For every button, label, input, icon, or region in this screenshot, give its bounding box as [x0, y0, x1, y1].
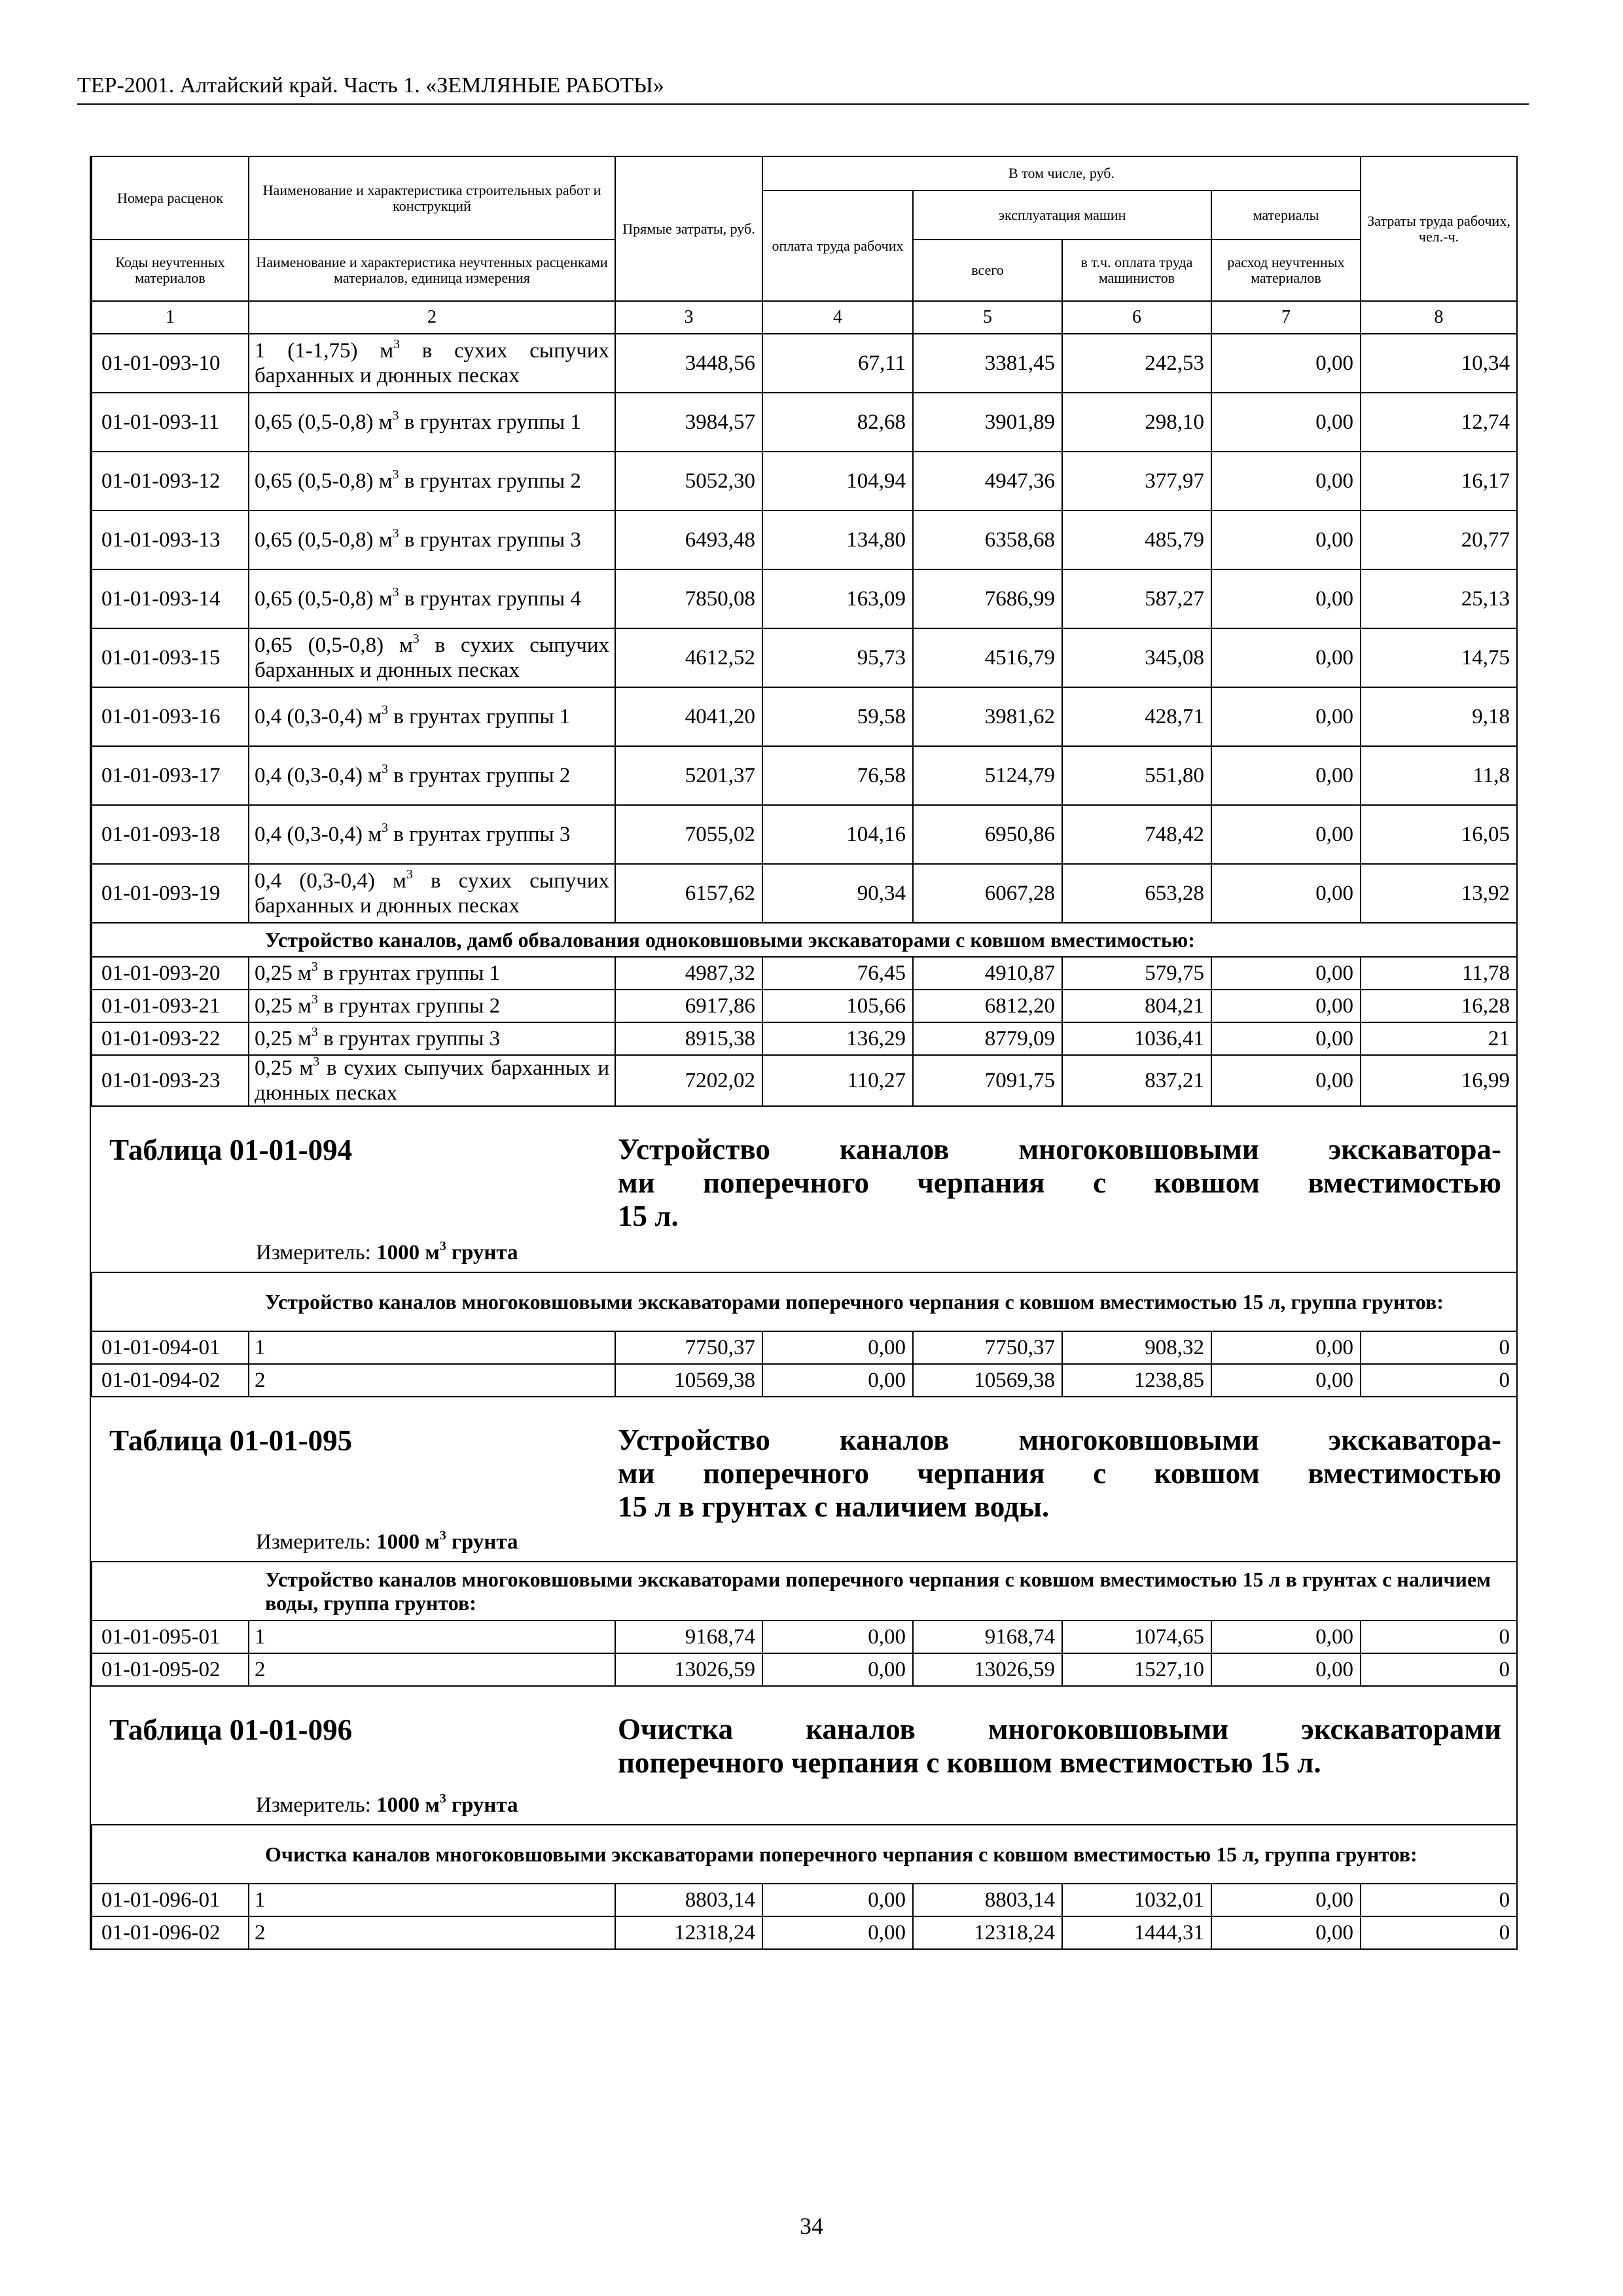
direct-cost: 6493,48 [615, 511, 762, 569]
column-number: 4 [762, 301, 913, 334]
direct-cost: 7750,37 [615, 1331, 762, 1364]
section-row [92, 1562, 1517, 1621]
table-row [92, 511, 1517, 569]
table-095 [91, 1562, 1518, 1687]
rate-name: 0,25 $м^3$ в грунтах группы 1 [249, 957, 615, 990]
operators-cost: 428,71 [1062, 687, 1211, 746]
labor-cost: 59,58 [762, 687, 913, 746]
rows-094 [92, 1331, 1517, 1397]
machines-cost: 7091,75 [913, 1055, 1062, 1106]
rate-code: 01-01-093-21 [92, 990, 249, 1022]
rate-code: 01-01-096-02 [92, 1916, 249, 1949]
table-094-heading [91, 1107, 1516, 1273]
table-row [92, 687, 1517, 746]
direct-cost: 10569,38 [615, 1364, 762, 1397]
materials-cost: 0,00 [1211, 1364, 1361, 1397]
rate-name: 0,65 (0,5-0,8) $м^3$ в грунтах группы 3 [249, 511, 615, 569]
labor-cost: 0,00 [762, 1916, 913, 1949]
col-name-bottom: Наименование и характеристика неучтенных расценками материалов, единица измерения [249, 240, 615, 301]
section-row [92, 923, 1517, 957]
table-row [92, 864, 1517, 923]
rate-code: 01-01-093-14 [92, 569, 249, 628]
labor-hours: 0 [1361, 1331, 1517, 1364]
materials-cost: 0,00 [1211, 990, 1361, 1022]
table-meter: Измеритель: 1000 $м^3$ грунта [256, 1528, 518, 1554]
table-row [92, 1653, 1517, 1686]
machines-cost: 8779,09 [913, 1022, 1062, 1055]
labor-cost: 104,94 [762, 452, 913, 511]
machines-cost: 7686,99 [913, 569, 1062, 628]
rate-name: 0,4 (0,3-0,4) $м^3$ в грунтах группы 3 [249, 805, 615, 864]
labor-hours: 11,8 [1361, 746, 1517, 805]
section-heading: Очистка каналов многоковшовыми экскаваторами поперечного черпания с ковшом вместимостью 15 л, группа грунтов: [249, 1825, 1517, 1884]
rate-name: 1 [249, 1884, 615, 1916]
machines-cost: 3901,89 [913, 393, 1062, 452]
direct-cost: 7850,08 [615, 569, 762, 628]
table-row [92, 1022, 1517, 1055]
column-number: 8 [1361, 301, 1517, 334]
table-row [92, 334, 1517, 393]
table-096 [91, 1825, 1518, 1950]
labor-hours: 11,78 [1361, 957, 1517, 990]
rows-095 [92, 1621, 1517, 1686]
col-code-top: Номера расценок [92, 156, 249, 240]
machines-cost: 8803,14 [913, 1884, 1062, 1916]
machines-cost: 4910,87 [913, 957, 1062, 990]
column-number: 1 [92, 301, 249, 334]
materials-cost: 0,00 [1211, 805, 1361, 864]
table-title: Таблица 01-01-096 [109, 1713, 353, 1746]
materials-cost: 0,00 [1211, 1653, 1361, 1686]
page-header: ТЕР-2001. Алтайский край. Часть 1. «ЗЕМЛЯНЫЕ РАБОТЫ» [77, 73, 1529, 105]
table-description: Устройство каналов многоковшовыми экскаватора- ми поперечного черпания с ковшом вместимостью 15 л в грунтах с наличием воды. [618, 1424, 1501, 1523]
machines-cost: 5124,79 [913, 746, 1062, 805]
direct-cost: 3984,57 [615, 393, 762, 452]
direct-cost: 9168,74 [615, 1621, 762, 1653]
labor-hours: 0 [1361, 1621, 1517, 1653]
labor-hours: 0 [1361, 1364, 1517, 1397]
rate-code: 01-01-093-22 [92, 1022, 249, 1055]
rate-name: 0,4 (0,3-0,4) $м^3$ в сухих сыпучих барханных и дюнных песках [249, 864, 615, 923]
operators-cost: 1444,31 [1062, 1916, 1211, 1949]
table-row [92, 1621, 1517, 1653]
materials-cost: 0,00 [1211, 628, 1361, 687]
section-heading: Устройство каналов многоковшовыми экскаваторами поперечного черпания с ковшом вместимостью 15 л, группа грунтов: [249, 1273, 1517, 1331]
table-096-heading [91, 1687, 1516, 1825]
table-row [92, 452, 1517, 511]
labor-hours: 16,17 [1361, 452, 1517, 511]
labor-cost: 110,27 [762, 1055, 913, 1106]
direct-cost: 13026,59 [615, 1653, 762, 1686]
labor-cost: 0,00 [762, 1884, 913, 1916]
rate-code: 01-01-095-01 [92, 1621, 249, 1653]
rate-code: 01-01-094-01 [92, 1331, 249, 1364]
table-row [92, 746, 1517, 805]
materials-cost: 0,00 [1211, 1884, 1361, 1916]
rate-code: 01-01-093-23 [92, 1055, 249, 1106]
col-machines-total: всего [913, 240, 1062, 301]
operators-cost: 587,27 [1062, 569, 1211, 628]
table-row [92, 957, 1517, 990]
labor-hours: 16,05 [1361, 805, 1517, 864]
col-materials: материалы [1211, 190, 1361, 240]
meter-value: 1000 $м^3$ грунта [376, 1239, 518, 1265]
rate-code: 01-01-093-10 [92, 334, 249, 393]
table-094 [91, 1273, 1518, 1397]
col-labor-hours: Затраты труда рабочих, чел.-ч. [1361, 156, 1517, 301]
rate-code: 01-01-093-12 [92, 452, 249, 511]
operators-cost: 1527,10 [1062, 1653, 1211, 1686]
machines-cost: 4947,36 [913, 452, 1062, 511]
col-name-top: Наименование и характеристика строительных работ и конструкций [249, 156, 615, 240]
direct-cost: 7202,02 [615, 1055, 762, 1106]
main-table [91, 156, 1518, 1107]
labor-cost: 0,00 [762, 1621, 913, 1653]
table-row [92, 805, 1517, 864]
direct-cost: 8915,38 [615, 1022, 762, 1055]
operators-cost: 298,10 [1062, 393, 1211, 452]
column-number: 7 [1211, 301, 1361, 334]
labor-hours: 12,74 [1361, 393, 1517, 452]
price-sheet [90, 156, 1518, 1950]
col-direct: Прямые затраты, руб. [615, 156, 762, 301]
labor-cost: 0,00 [762, 1364, 913, 1397]
page-number: 34 [800, 2213, 823, 2239]
rate-name: 0,25 $м^3$ в грунтах группы 2 [249, 990, 615, 1022]
labor-hours: 20,77 [1361, 511, 1517, 569]
rows-096 [92, 1884, 1517, 1949]
machines-cost: 6067,28 [913, 864, 1062, 923]
operators-cost: 748,42 [1062, 805, 1211, 864]
direct-cost: 4987,32 [615, 957, 762, 990]
rows-group-b [92, 957, 1517, 1106]
rate-name: 0,4 (0,3-0,4) $м^3$ в грунтах группы 1 [249, 687, 615, 746]
labor-cost: 0,00 [762, 1653, 913, 1686]
rate-code: 01-01-094-02 [92, 1364, 249, 1397]
rate-name: 1 [249, 1621, 615, 1653]
machines-cost: 6812,20 [913, 990, 1062, 1022]
rate-name: 0,25 $м^3$ в грунтах группы 3 [249, 1022, 615, 1055]
machines-cost: 13026,59 [913, 1653, 1062, 1686]
labor-cost: 134,80 [762, 511, 913, 569]
direct-cost: 5052,30 [615, 452, 762, 511]
labor-cost: 90,34 [762, 864, 913, 923]
operators-cost: 485,79 [1062, 511, 1211, 569]
operators-cost: 1032,01 [1062, 1884, 1211, 1916]
rate-code: 01-01-093-15 [92, 628, 249, 687]
operators-cost: 1036,41 [1062, 1022, 1211, 1055]
labor-hours: 13,92 [1361, 864, 1517, 923]
direct-cost: 6917,86 [615, 990, 762, 1022]
machines-cost: 6950,86 [913, 805, 1062, 864]
table-meter: Измеритель: 1000 $м^3$ грунта [256, 1791, 518, 1817]
direct-cost: 6157,62 [615, 864, 762, 923]
operators-cost: 345,08 [1062, 628, 1211, 687]
machines-cost: 3381,45 [913, 334, 1062, 393]
rate-name: 2 [249, 1653, 615, 1686]
table-title: Таблица 01-01-094 [109, 1134, 353, 1166]
rate-code: 01-01-093-19 [92, 864, 249, 923]
section-heading: Устройство каналов многоковшовыми экскаваторами поперечного черпания с ковшом вместимостью 15 л в грунтах с наличием воды, группа грунтов: [249, 1562, 1517, 1621]
labor-hours: 0 [1361, 1653, 1517, 1686]
operators-cost: 242,53 [1062, 334, 1211, 393]
materials-cost: 0,00 [1211, 452, 1361, 511]
direct-cost: 5201,37 [615, 746, 762, 805]
labor-cost: 76,45 [762, 957, 913, 990]
materials-cost: 0,00 [1211, 746, 1361, 805]
operators-cost: 1238,85 [1062, 1364, 1211, 1397]
materials-cost: 0,00 [1211, 1022, 1361, 1055]
table-row [92, 569, 1517, 628]
table-row [92, 1916, 1517, 1949]
direct-cost: 7055,02 [615, 805, 762, 864]
rate-code: 01-01-093-18 [92, 805, 249, 864]
operators-cost: 579,75 [1062, 957, 1211, 990]
table-row [92, 1364, 1517, 1397]
rate-name: 0,65 (0,5-0,8) $м^3$ в сухих сыпучих барханных и дюнных песках [249, 628, 615, 687]
materials-cost: 0,00 [1211, 1916, 1361, 1949]
labor-hours: 9,18 [1361, 687, 1517, 746]
machines-cost: 10569,38 [913, 1364, 1062, 1397]
meter-value: 1000 $м^3$ грунта [376, 1791, 518, 1817]
materials-cost: 0,00 [1211, 334, 1361, 393]
materials-cost: 0,00 [1211, 864, 1361, 923]
labor-cost: 163,09 [762, 569, 913, 628]
table-row [92, 1331, 1517, 1364]
materials-cost: 0,00 [1211, 1055, 1361, 1106]
materials-cost: 0,00 [1211, 957, 1361, 990]
rate-code: 01-01-093-17 [92, 746, 249, 805]
operators-cost: 804,21 [1062, 990, 1211, 1022]
meter-value: 1000 $м^3$ грунта [376, 1528, 518, 1554]
table-row [92, 1884, 1517, 1916]
labor-hours: 25,13 [1361, 569, 1517, 628]
rate-code: 01-01-093-16 [92, 687, 249, 746]
machines-cost: 7750,37 [913, 1331, 1062, 1364]
rate-code: 01-01-093-13 [92, 511, 249, 569]
materials-cost: 0,00 [1211, 1621, 1361, 1653]
rate-code: 01-01-096-01 [92, 1884, 249, 1916]
table-description: Очистка каналов многоковшовыми экскаваторами поперечного черпания с ковшом вместимостью 15 л. [618, 1713, 1501, 1779]
operators-cost: 551,80 [1062, 746, 1211, 805]
labor-cost: 0,00 [762, 1331, 913, 1364]
rows-group-a [92, 334, 1517, 923]
materials-cost: 0,00 [1211, 1331, 1361, 1364]
materials-cost: 0,00 [1211, 687, 1361, 746]
labor-hours: 14,75 [1361, 628, 1517, 687]
table-row [92, 990, 1517, 1022]
section-heading: Устройство каналов, дамб обвалования одноковшовыми экскаваторами с ковшом вместимостью: [249, 923, 1517, 957]
table-row [92, 628, 1517, 687]
labor-cost: 136,29 [762, 1022, 913, 1055]
column-numbers-row [92, 301, 1517, 334]
rate-name: 1 (1-1,75) $м^3$ в сухих сыпучих барханных и дюнных песках [249, 334, 615, 393]
labor-cost: 67,11 [762, 334, 913, 393]
machines-cost: 3981,62 [913, 687, 1062, 746]
labor-hours: 0 [1361, 1916, 1517, 1949]
rate-name: 0,65 (0,5-0,8) $м^3$ в грунтах группы 1 [249, 393, 615, 452]
table-095-heading [91, 1397, 1516, 1562]
col-machines: эксплуатация машин [913, 190, 1211, 240]
labor-hours: 0 [1361, 1884, 1517, 1916]
table-row [92, 393, 1517, 452]
operators-cost: 908,32 [1062, 1331, 1211, 1364]
rate-name: 2 [249, 1916, 615, 1949]
materials-cost: 0,00 [1211, 569, 1361, 628]
rate-name: 0,65 (0,5-0,8) $м^3$ в грунтах группы 2 [249, 452, 615, 511]
rate-name: 1 [249, 1331, 615, 1364]
direct-cost: 12318,24 [615, 1916, 762, 1949]
section-row [92, 1825, 1517, 1884]
machines-cost: 6358,68 [913, 511, 1062, 569]
labor-cost: 76,58 [762, 746, 913, 805]
col-machines-operators: в т.ч. оплата труда машинистов [1062, 240, 1211, 301]
operators-cost: 837,21 [1062, 1055, 1211, 1106]
rate-code: 01-01-093-11 [92, 393, 249, 452]
operators-cost: 377,97 [1062, 452, 1211, 511]
materials-cost: 0,00 [1211, 393, 1361, 452]
rate-name: 0,25 $м^3$ в сухих сыпучих барханных и дюнных песках [249, 1055, 615, 1106]
labor-hours: 21 [1361, 1022, 1517, 1055]
operators-cost: 653,28 [1062, 864, 1211, 923]
col-code-bottom: Коды неучтенных материалов [92, 240, 249, 301]
table-title: Таблица 01-01-095 [109, 1424, 353, 1457]
labor-hours: 16,28 [1361, 990, 1517, 1022]
column-number: 5 [913, 301, 1062, 334]
column-number: 3 [615, 301, 762, 334]
labor-cost: 82,68 [762, 393, 913, 452]
direct-cost: 4612,52 [615, 628, 762, 687]
col-labor: оплата труда рабочих [762, 190, 913, 301]
section-row [92, 1273, 1517, 1331]
direct-cost: 8803,14 [615, 1884, 762, 1916]
table-row [92, 1055, 1517, 1106]
column-number: 6 [1062, 301, 1211, 334]
rate-code: 01-01-093-20 [92, 957, 249, 990]
operators-cost: 1074,65 [1062, 1621, 1211, 1653]
rate-code: 01-01-095-02 [92, 1653, 249, 1686]
column-number: 2 [249, 301, 615, 334]
machines-cost: 12318,24 [913, 1916, 1062, 1949]
rate-name: 0,65 (0,5-0,8) $м^3$ в грунтах группы 4 [249, 569, 615, 628]
materials-cost: 0,00 [1211, 511, 1361, 569]
machines-cost: 4516,79 [913, 628, 1062, 687]
table-description: Устройство каналов многоковшовыми экскаватора- ми поперечного черпания с ковшом вместимостью 15 л. [618, 1133, 1501, 1232]
labor-cost: 105,66 [762, 990, 913, 1022]
machines-cost: 9168,74 [913, 1621, 1062, 1653]
labor-cost: 95,73 [762, 628, 913, 687]
labor-hours: 16,99 [1361, 1055, 1517, 1106]
rate-name: 2 [249, 1364, 615, 1397]
direct-cost: 3448,56 [615, 334, 762, 393]
labor-hours: 10,34 [1361, 334, 1517, 393]
direct-cost: 4041,20 [615, 687, 762, 746]
table-meter: Измеритель: 1000 $м^3$ грунта [256, 1239, 518, 1265]
labor-cost: 104,16 [762, 805, 913, 864]
col-materials-unaccounted: расход неучтенных материалов [1211, 240, 1361, 301]
col-including: В том числе, руб. [762, 156, 1361, 190]
rate-name: 0,4 (0,3-0,4) $м^3$ в грунтах группы 2 [249, 746, 615, 805]
